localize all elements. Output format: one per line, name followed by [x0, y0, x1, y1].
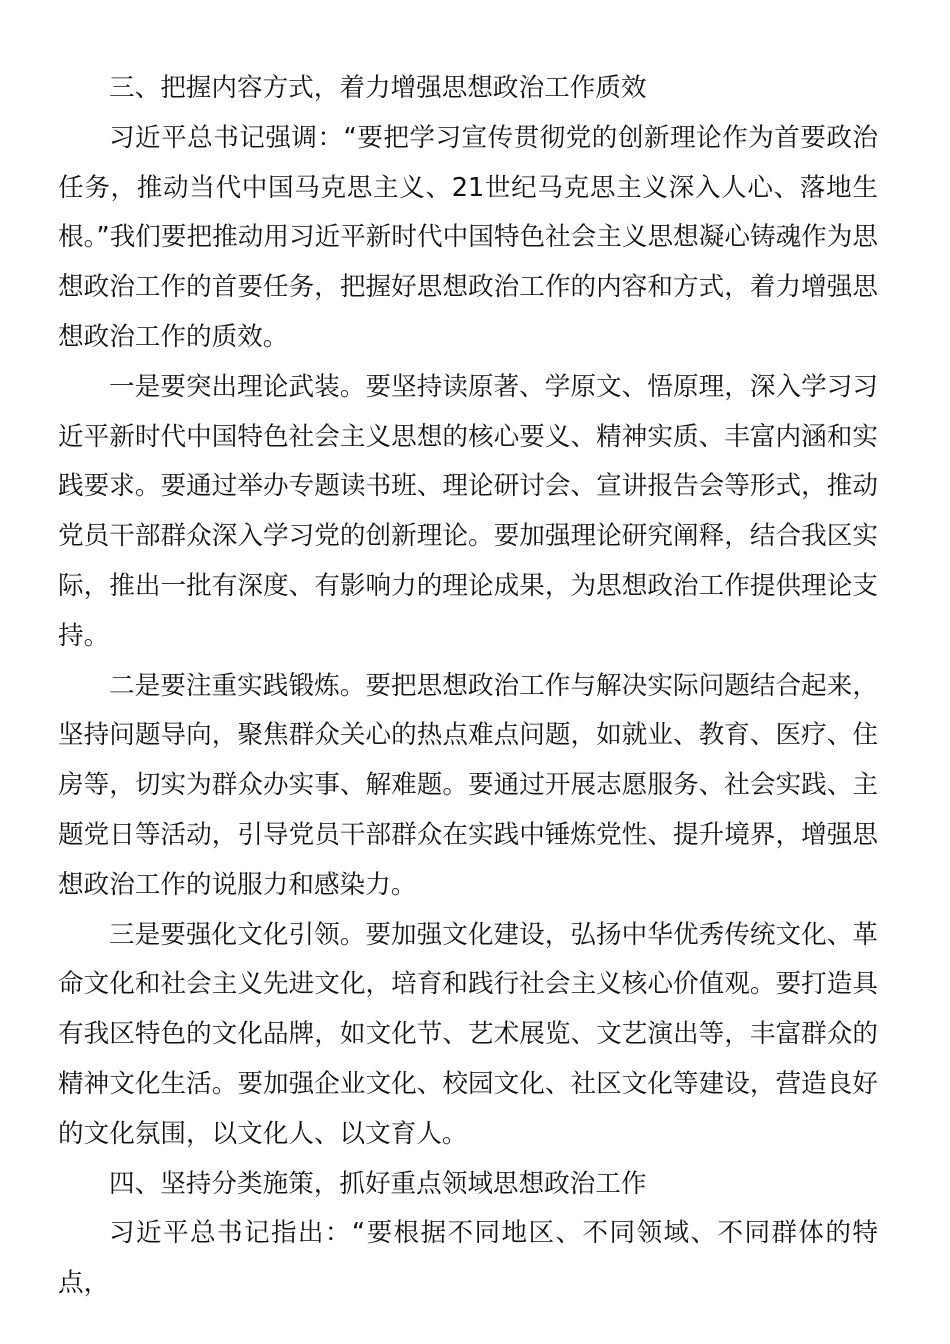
- section-heading-3: 三、把握内容方式，着力增强思想政治工作质效: [109, 73, 647, 103]
- paragraph-section4-quote: 习近平总书记指出：“要根据不同地区、不同领域、不同群体的特点，: [58, 1218, 878, 1299]
- paragraph-intro-quote: 习近平总书记强调：“要把学习宣传贯彻党的创新理论作为首要政治任务，推动当代中国马克思主义、21世纪马克思主义深入人心、落地生根。”我们要把推动用习近平新时代中国特色社会主义思想凝心铸魂作为思想政治工作的首要任务，把握好思想政治工作的内容和方式，着力增强思想政治工作的质效。: [58, 122, 878, 352]
- document-page: [58, 64, 878, 1309]
- paragraph-cultural-guidance: 三是要强化文化引领。要加强文化建设，弘扬中华优秀传统文化、革命文化和社会主义先进文化，培育和践行社会主义核心价值观。要打造具有我区特色的文化品牌，如文化节、艺术展览、文艺演出等，丰富群众的精神文化生活。要加强企业文化、校园文化、社区文化等建设，营造良好的文化氛围，以文化人、以文育人。: [58, 919, 878, 1149]
- section-heading-4: 四、坚持分类施策，抓好重点领域思想政治工作: [109, 1168, 647, 1199]
- paragraph-theory-armament: 一是要突出理论武装。要坚持读原著、学原文、悟原理，深入学习习近平新时代中国特色社会主义思想的核心要义、精神实质、丰富内涵和实践要求。要通过举办专题读书班、理论研讨会、宣讲报告会等形式，推动党员干部群众深入学习党的创新理论。要加强理论研究阐释，结合我区实际，推出一批有深度、有影响力的理论成果，为思想政治工作提供理论支持。: [58, 371, 878, 651]
- paragraph-practice-training: 二是要注重实践锻炼。要把思想政治工作与解决实际问题结合起来，坚持问题导向，聚焦群众关心的热点难点问题，如就业、教育、医疗、住房等，切实为群众办实事、解难题。要通过开展志愿服务、社会实践、主题党日等活动，引导党员干部群众在实践中锤炼党性、提升境界，增强思想政治工作的说服力和感染力。: [58, 670, 878, 900]
